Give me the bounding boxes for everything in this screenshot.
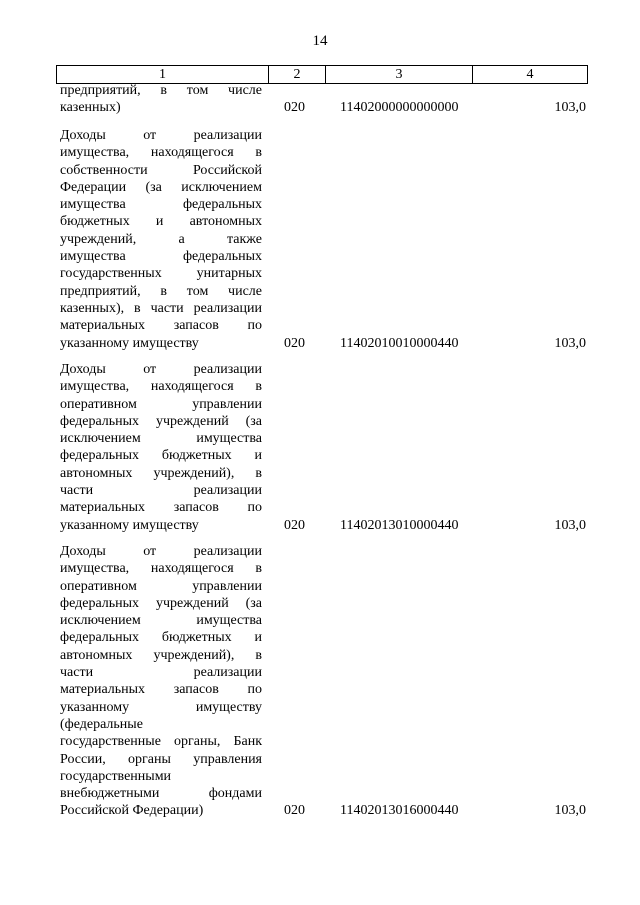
row-code: 020: [284, 518, 305, 533]
description-line: Российской Федерации): [60, 803, 204, 819]
description-line: учреждений, а также: [60, 231, 262, 247]
row-amount: 103,0: [554, 336, 586, 351]
description-line: исключением имущества: [60, 431, 262, 447]
row-amount: 103,0: [554, 518, 586, 533]
description-line: указанному имуществу: [60, 699, 262, 715]
row-description: [60, 127, 262, 352]
description-line: Доходы от реализации: [60, 128, 262, 143]
description-line: имущества, находящегося в: [60, 379, 262, 395]
description-line: (федеральные: [60, 716, 143, 732]
row-kbk: 11402000000000000: [340, 100, 459, 115]
row-description: [60, 543, 262, 820]
description-line: Доходы от реализации: [60, 544, 262, 559]
description-line: федеральных бюджетных и: [60, 448, 262, 464]
description-line: федеральных учреждений (за: [60, 413, 262, 429]
description-line: автономных учреждений), в: [60, 465, 262, 481]
row-description: [60, 82, 262, 117]
page-number: 14: [312, 33, 328, 49]
description-line: федеральных бюджетных и: [60, 630, 262, 646]
column-header-4: 4: [472, 66, 587, 83]
description-line: автономных учреждений), в: [60, 647, 262, 663]
description-line: государственные органы, Банк: [60, 734, 262, 750]
description-line: внебюджетными фондами: [60, 786, 262, 802]
row-kbk: 11402010010000440: [340, 336, 459, 351]
description-line: имущества федеральных: [60, 249, 262, 265]
description-line: казенных), в части реализации: [60, 300, 262, 316]
description-line: Федерации (за исключением: [60, 179, 262, 195]
description-line: предприятий, в том числе: [60, 83, 262, 98]
description-line: имущества, находящегося в: [60, 561, 262, 577]
row-amount: 103,0: [554, 100, 586, 115]
description-line: части реализации: [60, 665, 262, 681]
description-line: исключением имущества: [60, 613, 262, 629]
row-amount: 103,0: [554, 803, 586, 818]
row-description: [60, 361, 262, 534]
description-line: собственности Российской: [60, 162, 262, 178]
column-header-2: 2: [268, 66, 325, 83]
description-line: указанному имуществу: [60, 335, 199, 351]
description-line: бюджетных и автономных: [60, 214, 262, 230]
description-line: материальных запасов по: [60, 500, 262, 516]
description-line: государственных унитарных: [60, 266, 262, 282]
row-code: 020: [284, 803, 305, 818]
description-line: имущества федеральных: [60, 197, 262, 213]
description-line: части реализации: [60, 483, 262, 499]
description-line: федеральных учреждений (за: [60, 595, 262, 611]
row-code: 020: [284, 100, 305, 115]
description-line: предприятий, в том числе: [60, 283, 262, 299]
description-line: материальных запасов по: [60, 318, 262, 334]
description-line: Доходы от реализации: [60, 362, 262, 377]
row-kbk: 11402013010000440: [340, 518, 459, 533]
description-line: России, органы управления: [60, 751, 262, 767]
row-code: 020: [284, 336, 305, 351]
row-kbk: 11402013016000440: [340, 803, 459, 818]
description-line: оперативном управлении: [60, 396, 262, 412]
description-line: указанному имуществу: [60, 517, 199, 533]
description-line: казенных): [60, 100, 121, 116]
description-line: оперативном управлении: [60, 578, 262, 594]
column-header-1: 1: [159, 67, 166, 82]
description-line: имущества, находящегося в: [60, 145, 262, 161]
column-header-3: 3: [325, 66, 472, 83]
description-line: государственными: [60, 768, 172, 784]
description-line: материальных запасов по: [60, 682, 262, 698]
